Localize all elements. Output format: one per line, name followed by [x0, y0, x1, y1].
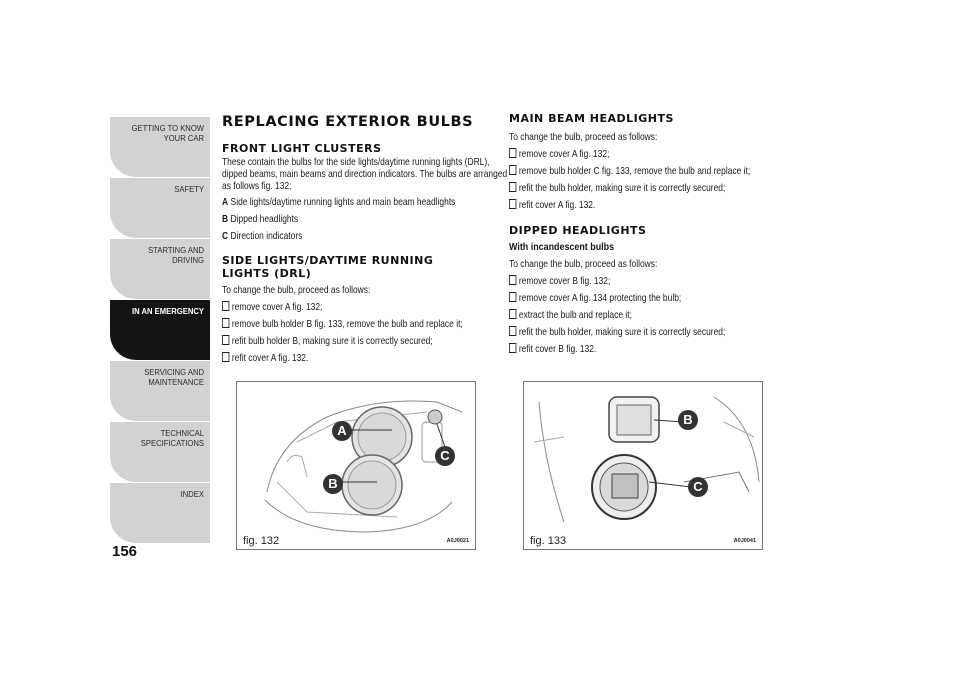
main-step [509, 180, 730, 197]
step-text: remove cover B fig. 132; [518, 276, 611, 287]
tab-safety[interactable] [110, 178, 210, 238]
callout-b: B [678, 410, 698, 430]
step-text: extract the bulb and replace it; [518, 310, 632, 321]
drl-heading: SIDE LIGHTS/DAYTIME RUNNING LIGHTS (DRL) [222, 254, 434, 280]
checkbox-icon [509, 326, 516, 336]
step-text: remove bulb holder B fig. 133, remove the bulb and replace it; [231, 319, 463, 330]
step-text: refit the bulb holder, making sure it is correctly secured; [518, 183, 726, 194]
legend-letter: C [222, 231, 229, 242]
step-text: refit the bulb holder, making sure it is correctly secured; [518, 327, 726, 338]
step-text: remove bulb holder C fig. 133, remove the bulb and replace it; [518, 166, 751, 177]
main-step [509, 146, 730, 163]
legend-item [222, 194, 460, 211]
front-light-text: These contain the bulbs for the side lights/daytime running lights (DRL), dipped beams, main beams and direction indicators. The bulbs are arranged as follows fig. 132: [222, 157, 508, 192]
checkbox-icon [222, 335, 229, 345]
checkbox-icon [509, 165, 516, 175]
figure-caption: fig. 133 [530, 535, 567, 547]
checkbox-icon [509, 309, 516, 319]
drl-step [222, 350, 460, 367]
legend-text: Dipped headlights [230, 214, 299, 225]
legend-letter: A [222, 197, 229, 208]
tab-label: IN AN EMERGENCY [132, 306, 204, 316]
figure-caption: fig. 132 [243, 535, 280, 547]
checkbox-icon [509, 343, 516, 353]
figure-code: A0J0021 [446, 538, 469, 544]
checkbox-icon [222, 352, 229, 362]
step-text: refit cover A fig. 132. [518, 200, 596, 211]
bulb-holder-illustration [524, 382, 762, 549]
tab-label: SERVICING AND MAINTENANCE [144, 367, 204, 387]
dipped-heading: DIPPED HEADLIGHTS [509, 224, 647, 237]
page-number: 156 [112, 543, 138, 560]
tab-label: STARTING AND DRIVING [148, 245, 204, 265]
legend-item [222, 211, 460, 228]
main-beam-heading: MAIN BEAM HEADLIGHTS [509, 112, 674, 125]
step-text: refit bulb holder B, making sure it is correctly secured; [231, 336, 433, 347]
main-intro: To change the bulb, proceed as follows: [509, 132, 658, 143]
tab-starting-driving[interactable] [110, 239, 210, 299]
tab-label: GETTING TO KNOW YOUR CAR [131, 123, 204, 143]
drl-step [222, 316, 463, 333]
figure-code: A0J0041 [733, 538, 756, 544]
dipped-step [509, 341, 730, 358]
dipped-step [509, 324, 730, 341]
tab-label: SAFETY [174, 184, 204, 194]
dipped-step [509, 290, 730, 307]
checkbox-icon [509, 199, 516, 209]
callout-c: C [435, 446, 455, 466]
checkbox-icon [222, 318, 229, 328]
step-text: remove cover A fig. 132; [518, 149, 610, 160]
main-step [509, 163, 751, 180]
figure-132 [236, 381, 476, 550]
tab-servicing[interactable] [110, 361, 210, 421]
headlight-cluster-illustration [237, 382, 475, 549]
legend-item [222, 228, 460, 245]
tab-getting-to-know[interactable] [110, 117, 210, 177]
tab-technical[interactable] [110, 422, 210, 482]
drl-step [222, 299, 460, 316]
legend-text: Side lights/daytime running lights and main beam headlights [230, 197, 456, 208]
right-column [509, 112, 779, 358]
front-light-heading: FRONT LIGHT CLUSTERS [222, 142, 382, 155]
dipped-intro: To change the bulb, proceed as follows: [509, 259, 658, 270]
tab-in-an-emergency[interactable] [110, 300, 210, 360]
callout-c: C [688, 477, 708, 497]
figure-133 [523, 381, 763, 550]
dipped-subheading: With incandescent bulbs [509, 241, 615, 253]
dipped-step [509, 273, 730, 290]
step-text: refit cover A fig. 132. [231, 353, 309, 364]
checkbox-icon [509, 182, 516, 192]
page-title: REPLACING EXTERIOR BULBS [222, 114, 474, 130]
step-text: remove cover A fig. 134 protecting the bulb; [518, 293, 682, 304]
legend-letter: B [222, 214, 229, 225]
checkbox-icon [509, 275, 516, 285]
step-text: remove cover A fig. 132; [231, 302, 323, 313]
dipped-step [509, 307, 730, 324]
checkbox-icon [509, 148, 516, 158]
drl-step [222, 333, 460, 350]
drl-intro: To change the bulb, proceed as follows: [222, 285, 371, 296]
main-step [509, 197, 730, 214]
left-column [222, 114, 512, 367]
callout-a: A [332, 421, 352, 441]
tab-label: INDEX [180, 489, 204, 499]
legend-text: Direction indicators [230, 231, 303, 242]
step-text: refit cover B fig. 132. [518, 344, 597, 355]
tab-label: TECHNICAL SPECIFICATIONS [140, 428, 204, 448]
checkbox-icon [509, 292, 516, 302]
callout-b: B [323, 474, 343, 494]
checkbox-icon [222, 301, 229, 311]
tab-index[interactable] [110, 483, 210, 543]
